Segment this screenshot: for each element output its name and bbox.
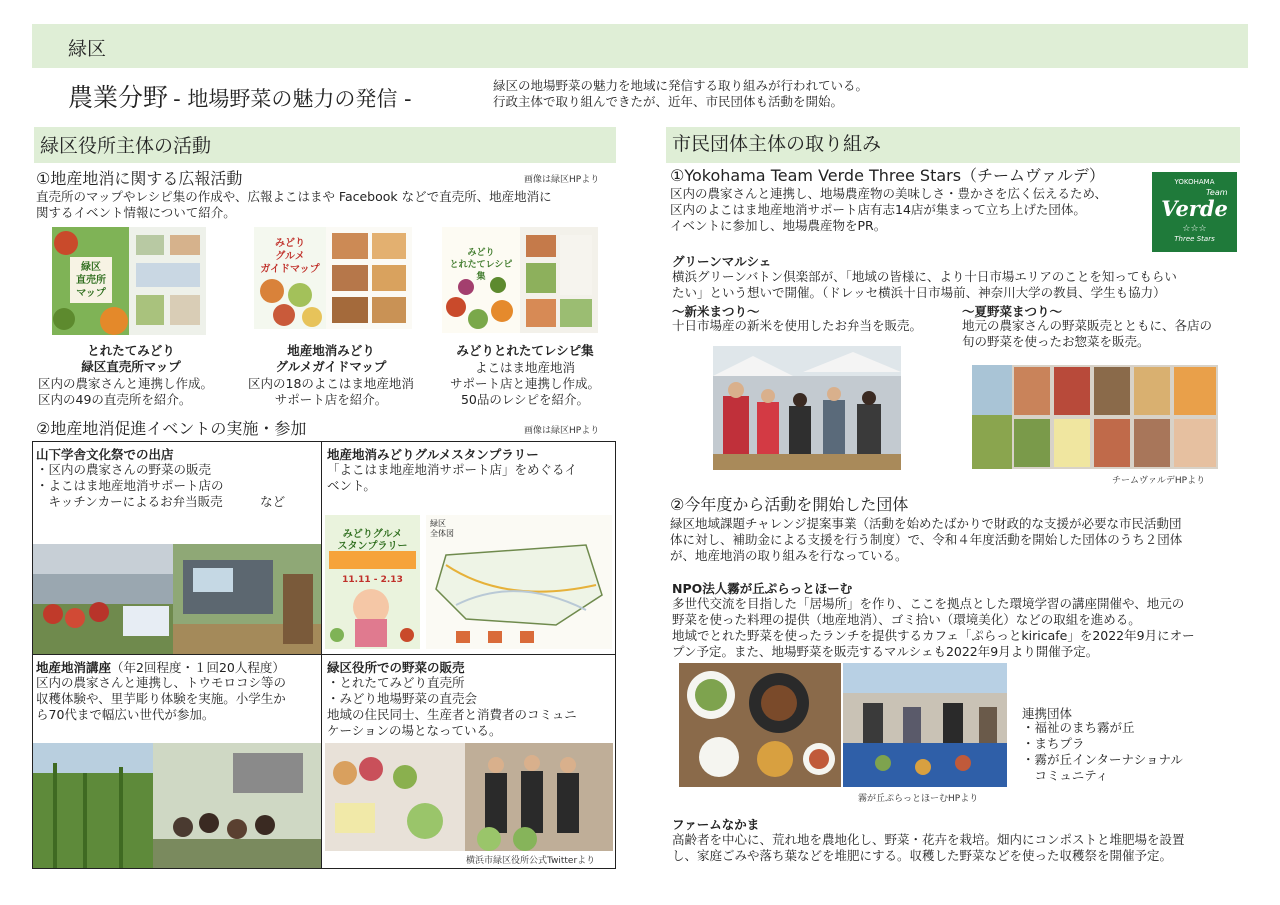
festival-photo [33, 544, 321, 654]
farm-title: ファームなかま [672, 817, 760, 832]
verde-logo-sub: Three Stars [1174, 235, 1215, 243]
course-heading [36, 658, 285, 676]
header-area-band [32, 24, 1248, 68]
course-title: 地産地消講座 [36, 660, 112, 675]
events-credit: 画像は緑区HPより [524, 426, 600, 436]
sale-photo [325, 743, 613, 851]
recipe-name: みどりとれたてレシピ集 [456, 343, 594, 358]
map-cover-title: 緑区 直売所 マップ [76, 262, 106, 299]
summer-festival-photo [972, 365, 1218, 469]
npo-lunch-photo [679, 663, 841, 787]
gourmet-cover-title: みどり グルメ ガイドマップ [260, 238, 320, 275]
area-label: 緑区 [68, 38, 107, 60]
partners-list: ・福祉のまち霧が丘 ・まちプラ ・霧が丘インターナショナル コミュニティ [1022, 720, 1183, 783]
title-main: 農業分野 [68, 83, 169, 112]
rice-festival-photo [713, 346, 901, 470]
right-heading: 市民団体主体の取り組み [672, 133, 882, 155]
stamp-poster-title: みどりグルメ スタンプラリー [337, 529, 408, 552]
course-photo [33, 743, 321, 868]
verde-credit: チームヴァルデHPより [1112, 476, 1206, 486]
sale-credit: 横浜市緑区役所公式Twitterより [466, 856, 596, 866]
verde-logo-main: Verde [1161, 196, 1228, 221]
verde-logo-team: Team [1206, 188, 1228, 197]
map-cover-image [52, 227, 206, 335]
verde-logo [1152, 172, 1237, 252]
npo-credit: 霧が丘ぷらっとほーむHPより [858, 794, 979, 804]
new-groups-desc: 緑区地域課題チャレンジ提案事業（活動を始めたばかりで財政的な支援が必要な市民活動団 体に対し、補助金による支援を行う制度）で、令和４年度活動を開始した団体のうち２団体 が、地産地消の取り組みを行なっている。 [670, 516, 1183, 563]
festival-body: ・区内の農家さんの野菜の販売 ・よこはま地産地消サポート店の キッチンカーによるお弁当販売 など [36, 462, 286, 509]
summer-desc: 地元の農家さんの野菜販売とともに、各店の 旬の野菜を使ったお惣菜を販売。 [962, 318, 1213, 349]
npo-title: NPO法人霧が丘ぷらっとほーむ [672, 581, 853, 596]
course-body: 区内の農家さんと連携し、トウモロコシ等の 収穫体験や、里芋彫り体験を実施。小学生か ら70代まで幅広い世代が参加。 [36, 675, 287, 722]
stamp-map-label: 緑区 全体図 [430, 519, 454, 538]
title-sub: - 地場野菜の魅力の発信 - [173, 87, 412, 111]
verde-desc: 区内の農家さんと連携し、地場農産物の美味しさ・豊かさを広く伝えるため、 区内のよこはま地産地消サポート店有志14店が集まって立ち上げた団体。 イベントに参加し、地場農産物をPR。 [670, 186, 1108, 233]
rice-desc: 十日市場産の新米を使用したお弁当を販売。 [672, 318, 923, 333]
recipe-desc: よこはま地産地消 サポート店と連携し作成。 50品のレシピを紹介。 [449, 360, 600, 407]
recipe-cover-image [442, 227, 598, 333]
stamp-poster [325, 515, 420, 649]
rice-title: ～新米まつり～ [672, 304, 760, 319]
map-name: とれたてみどり 緑区直売所マップ [81, 343, 181, 374]
events-grid-vline [321, 441, 322, 869]
farm-desc: 高齢者を中心に、荒れ地を農地化し、野菜・花卉を栽培。畑内にコンポストと堆肥場を設置 し、家庭ごみや落ち葉などを堆肥にする。収穫した野菜などを使った収穫祭を開催予定。 [672, 832, 1185, 863]
festival-title: 山下学舎文化祭での出店 [36, 447, 174, 462]
npo-desc: 多世代交流を目指した「居場所」を作り、ここを拠点とした環境学習の講座開催や、地元の 野菜を使った料理の提供（地産地消）、ゴミ拾い（環境美化）などの取組を進める。 地域でとれた野菜を使ったランチを提供するカフェ「ぷらっとkiricafe」を2022年9月にオー プン予定。また、地場野菜を販売するマルシェも2022年9月より開催予定。 [672, 596, 1195, 659]
map-desc: 区内の農家さんと連携し作成。 区内の49の直売所を紹介。 [38, 376, 214, 407]
sale-body: ・とれたてみどり直売所 ・みどり地場野菜の直売会 地域の住民同士、生産者と消費者のコミュニ ケーションの場となっている。 [327, 675, 577, 738]
recipe-cover-title: みどり とれたてレシピ集 [449, 248, 513, 282]
summer-title: ～夏野菜まつり～ [962, 304, 1063, 319]
left-heading: 緑区役所主体の活動 [40, 135, 212, 157]
stamp-poster-dates: 11.11 - 2.13 [342, 575, 403, 585]
events-title: ②地産地消促進イベントの実施・参加 [36, 419, 307, 438]
npo-marche-photo [843, 663, 1007, 787]
verde-title: ①Yokohama Team Verde Three Stars（チームヴァルデ） [670, 166, 1105, 185]
stamp-title: 地産地消みどりグルメスタンプラリー [327, 447, 539, 462]
stamp-map [426, 515, 612, 649]
pr-credit: 画像は緑区HPより [524, 175, 600, 185]
sale-title: 緑区役所での野菜の販売 [327, 660, 465, 675]
events-grid-hline [32, 654, 616, 655]
stamp-body: 「よこはま地産地消サポート店」をめぐるイ ベント。 [327, 462, 578, 493]
partners-title: 連携団体 [1022, 706, 1073, 721]
verde-logo-stars: ☆☆☆ [1182, 224, 1207, 234]
verde-logo-line1: YOKOHAMA [1174, 178, 1215, 186]
pr-title: ①地産地消に関する広報活動 [36, 169, 243, 188]
header-description: 緑区の地場野菜の魅力を地域に発信する取り組みが行われている。 行政主体で取り組んできたが、近年、市民団体も活動を開始。 [493, 78, 869, 109]
page-title [68, 78, 412, 114]
marche-title: グリーンマルシェ [672, 254, 772, 269]
gourmet-name: 地産地消みどり グルメガイドマップ [275, 343, 387, 374]
gourmet-cover-image [254, 227, 412, 329]
marche-desc: 横浜グリーンバトン倶楽部が、「地域の皆様に、より十日市場エリアのことを知ってもらい たい」という想いで開催。（ドレッセ横浜十日市場前、神奈川大学の教員、学生も協力） [672, 269, 1177, 300]
pr-desc: 直売所のマップやレシピ集の作成や、広報よこはまや Facebook などで直売所、地産地消に 関するイベント情報について紹介。 [36, 189, 552, 220]
course-title-note: （年2回程度・１回20人程度） [111, 660, 285, 675]
new-groups-title: ②今年度から活動を開始した団体 [670, 495, 909, 514]
gourmet-desc: 区内の18のよこはま地産地消 サポート店を紹介。 [248, 376, 414, 407]
